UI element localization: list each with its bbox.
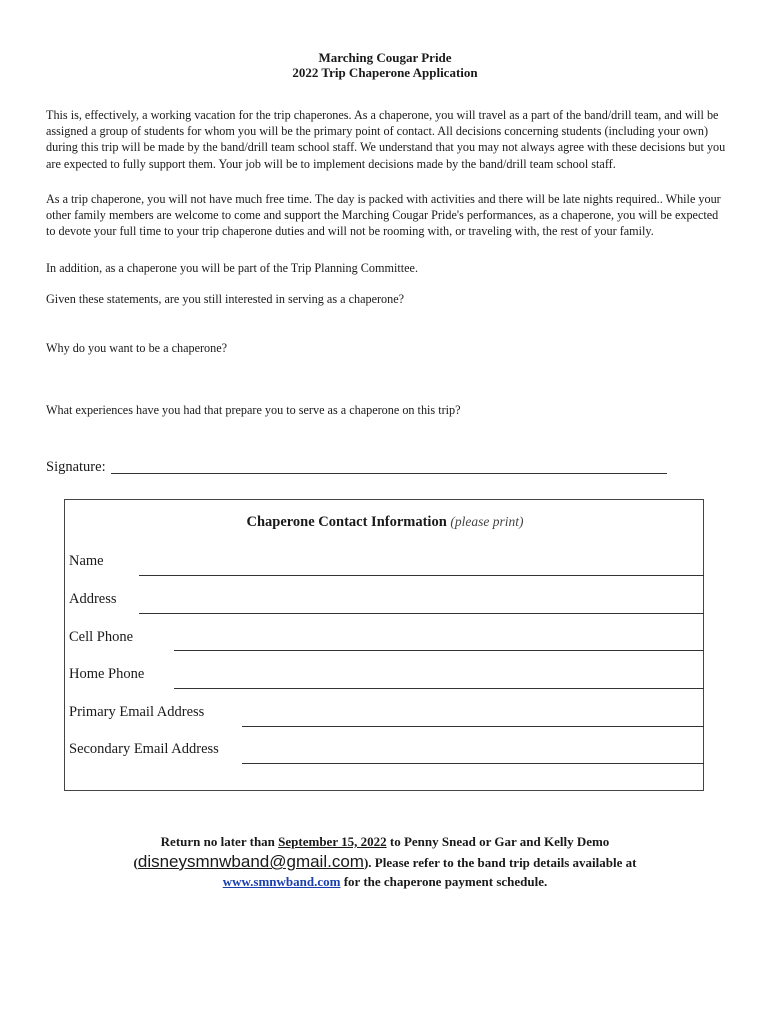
address-field[interactable] [139,613,704,614]
contact-info-heading: Chaperone Contact Information [246,514,447,530]
contact-info-title [65,514,705,531]
home-phone-label: Home Phone [69,666,145,682]
org-title: Marching Cougar Pride [318,50,452,65]
contact-info-box [64,499,704,791]
refer-text: ). Please refer to the band trip details available at [363,855,637,870]
form-title: 2022 Trip Chaperone Application [292,65,478,80]
signature-line[interactable] [111,473,667,474]
primary-email-label: Primary Email Address [69,704,205,720]
address-label: Address [69,591,117,607]
contact-email-link[interactable]: disneysmnwband@gmail.com [137,852,364,871]
name-field[interactable] [139,575,704,576]
cell-phone-field[interactable] [174,650,704,651]
open-paren: ( [133,855,138,870]
signature-label: Signature: [46,459,106,475]
deadline-date: September 15, 2022 [278,834,387,849]
intro-paragraph-2: As a trip chaperone, you will not have much free time. The day is packed with activities and there will be late nights required.. While your other family members are welcome to come and support the Marching Cougar Pride's performances, as a chaperone, you will be expected to devote your full time to your trip chaperone duties and will not be rooming with, or traveling with, the rest of your family. [46,192,721,239]
secondary-email-label: Secondary Email Address [69,741,219,757]
intro-paragraph-1: This is, effectively, a working vacation for the trip chaperones. As a chaperone, you will travel as a part of the band/drill team, and will be assigned a group of students for whom you will be the primary point of contact. All decisions concerning students (including your own) during this trip will be made by the band/drill team school staff. We understand that you may not always agree with these decisions but you are expected to fully support them. Your job will be to implement decisions made by the band/drill team school staff. [46,108,726,171]
return-instructions [0,834,770,850]
secondary-email-field[interactable] [242,763,704,764]
website-suffix: for the chaperone payment schedule. [343,874,548,889]
question-why: Why do you want to be a chaperone? [46,341,228,355]
email-instructions [0,852,770,872]
name-label: Name [69,553,104,569]
contact-info-note: (please print) [450,514,524,529]
question-experience: What experiences have you had that prepare you to serve as a chaperone on this trip? [46,403,461,417]
return-prefix: Return no later than [160,834,275,849]
website-instructions [0,874,770,890]
website-link[interactable]: www.smnwband.com [222,874,341,889]
primary-email-field[interactable] [242,726,704,727]
intro-paragraph-3: In addition, as a chaperone you will be part of the Trip Planning Committee. [46,261,418,275]
return-suffix: to Penny Snead or Gar and Kelly Demo [389,834,610,849]
home-phone-field[interactable] [174,688,704,689]
cell-phone-label: Cell Phone [69,629,134,645]
question-interest: Given these statements, are you still interested in serving as a chaperone? [46,292,405,306]
